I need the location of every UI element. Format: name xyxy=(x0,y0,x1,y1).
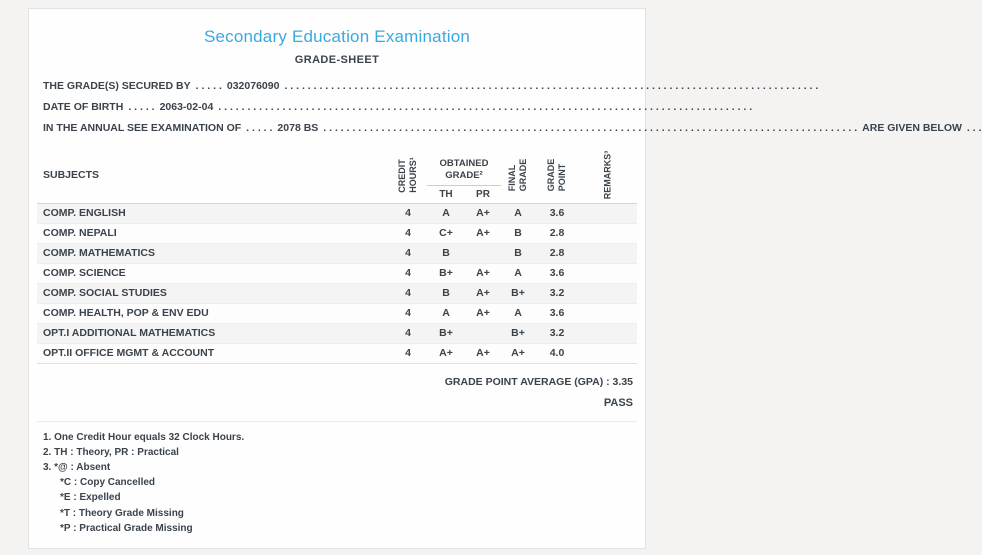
grade-sheet-panel xyxy=(28,8,982,549)
subjects-header: SUBJECTS xyxy=(37,147,389,203)
subject-cell: COMP. SCIENCE xyxy=(37,263,389,283)
grade-point-cell: 3.6 xyxy=(535,263,579,283)
grade-point-cell: 3.6 xyxy=(535,303,579,323)
footnote: 1. One Credit Hour equals 32 Clock Hours. xyxy=(43,431,245,443)
practical-grade-cell xyxy=(465,323,501,343)
footnote: *P : Practical Grade Missing xyxy=(60,522,193,534)
dob-value: 2063-02-04 xyxy=(159,101,214,113)
page-title: Secondary Education Examination xyxy=(203,27,471,46)
credit-hours-header-label: CREDIT HOURS¹ xyxy=(396,157,418,193)
remarks-header-label: REMARKS³ xyxy=(602,150,613,199)
subject-cell: OPT.II OFFICE MGMT & ACCOUNT xyxy=(37,343,389,363)
gpa-line: GRADE POINT AVERAGE (GPA) : 3.35 xyxy=(444,375,633,388)
grade-point-header-label: GRADE POINT xyxy=(545,158,567,192)
theory-grade-cell: B+ xyxy=(427,323,465,343)
theory-grade-cell: A xyxy=(427,303,465,323)
remarks-cell xyxy=(579,283,637,303)
credit-cell: 4 xyxy=(389,343,427,363)
credit-cell: 4 xyxy=(389,263,427,283)
secured-by-label: THE GRADE(S) SECURED BY xyxy=(43,80,191,92)
final-grade-cell: B xyxy=(501,223,535,243)
table-row xyxy=(37,203,637,223)
credit-cell: 4 xyxy=(389,243,427,263)
remarks-cell xyxy=(579,243,637,263)
result-status: PASS xyxy=(603,396,633,409)
theory-grade-cell: B xyxy=(427,283,465,303)
grade-point-cell: 2.8 xyxy=(535,223,579,243)
summary-section xyxy=(37,376,637,409)
obtained-grade-header: OBTAINED GRADE² xyxy=(427,147,501,185)
dot-leader: . . . . . . . . . . . . . . . . . . . . . . . . . . . . . . . . . . . . . . . . . . . . . . . . . . . . . . . . . . . . . . . . . . . . . . . . . . . . . . . . . . . . . . . . . . . . xyxy=(323,122,858,134)
practical-grade-cell: A+ xyxy=(465,343,501,363)
table-row xyxy=(37,323,637,343)
final-grade-cell: B+ xyxy=(501,323,535,343)
dot-leader: . . . . . . . . . . . . . . . . . . . . . . . . . . . . . . . . . . . . . . . . . . . . . . . . . . . . . . . . . . . . . . . . . . . . . . . . . . . . . . . . . . . . . . . . . . . . xyxy=(218,101,753,113)
table-row xyxy=(37,303,637,323)
credit-cell: 4 xyxy=(389,203,427,223)
table-row xyxy=(37,263,637,283)
practical-grade-cell xyxy=(465,243,501,263)
theory-grade-cell: B xyxy=(427,243,465,263)
practical-grade-cell: A+ xyxy=(465,203,501,223)
grades-table-header xyxy=(37,147,637,203)
info-section xyxy=(37,80,982,143)
theory-subheader: TH xyxy=(427,185,465,203)
subject-cell: COMP. MATHEMATICS xyxy=(37,243,389,263)
footnote: *T : Theory Grade Missing xyxy=(60,507,184,519)
subject-cell: COMP. HEALTH, POP & ENV EDU xyxy=(37,303,389,323)
theory-grade-cell: A xyxy=(427,203,465,223)
remarks-header xyxy=(579,147,637,203)
footnotes-section xyxy=(37,421,637,536)
grade-point-cell: 2.8 xyxy=(535,243,579,263)
grade-point-cell: 3.2 xyxy=(535,283,579,303)
remarks-cell xyxy=(579,223,637,243)
grade-point-cell: 3.6 xyxy=(535,203,579,223)
practical-grade-cell: A+ xyxy=(465,283,501,303)
exam-label: IN THE ANNUAL SEE EXAMINATION OF xyxy=(43,122,242,134)
footnote: 2. TH : Theory, PR : Practical xyxy=(43,446,179,458)
footnote: *E : Expelled xyxy=(60,492,121,504)
credit-cell: 4 xyxy=(389,303,427,323)
footnote: *C : Copy Cancelled xyxy=(60,477,156,489)
theory-grade-cell: A+ xyxy=(427,343,465,363)
exam-line xyxy=(43,122,982,143)
theory-grade-cell: B+ xyxy=(427,263,465,283)
grade-point-header xyxy=(535,147,579,203)
dob-line xyxy=(43,101,753,122)
dot-tail: . . . xyxy=(966,122,982,134)
final-grade-cell: A xyxy=(501,303,535,323)
practical-grade-cell: A+ xyxy=(465,303,501,323)
secured-by-line xyxy=(43,80,819,101)
dot-separator: . . . . . xyxy=(128,101,155,113)
final-grade-cell: B xyxy=(501,243,535,263)
subject-cell: COMP. SOCIAL STUDIES xyxy=(37,283,389,303)
final-grade-cell: B+ xyxy=(501,283,535,303)
grades-table-body xyxy=(37,203,637,363)
dot-leader: . . . . . . . . . . . . . . . . . . . . . . . . . . . . . . . . . . . . . . . . . . . . . . . . . . . . . . . . . . . . . . . . . . . . . . . . . . . . . . . . . . . . . . . . . . . . xyxy=(284,80,819,92)
credit-cell: 4 xyxy=(389,283,427,303)
table-row xyxy=(37,283,637,303)
remarks-cell xyxy=(579,203,637,223)
remarks-cell xyxy=(579,303,637,323)
final-grade-cell: A xyxy=(501,263,535,283)
table-row xyxy=(37,343,637,363)
final-grade-header-label: FINAL GRADE xyxy=(506,158,528,192)
remarks-cell xyxy=(579,323,637,343)
given-below-label: ARE GIVEN BELOW xyxy=(862,122,962,134)
grade-point-cell: 3.2 xyxy=(535,323,579,343)
final-grade-header xyxy=(501,147,535,203)
theory-grade-cell: C+ xyxy=(427,223,465,243)
symbol-number-value: 032076090 xyxy=(226,80,280,92)
footnote: 3. *@ : Absent xyxy=(43,461,111,473)
grades-table xyxy=(37,147,637,364)
grade-point-cell: 4.0 xyxy=(535,343,579,363)
practical-grade-cell: A+ xyxy=(465,223,501,243)
practical-grade-cell: A+ xyxy=(465,263,501,283)
credit-cell: 4 xyxy=(389,223,427,243)
remarks-cell xyxy=(579,343,637,363)
table-row xyxy=(37,243,637,263)
subject-cell: COMP. ENGLISH xyxy=(37,203,389,223)
dob-label: DATE OF BIRTH xyxy=(43,101,124,113)
final-grade-cell: A xyxy=(501,203,535,223)
table-row xyxy=(37,223,637,243)
final-grade-cell: A+ xyxy=(501,343,535,363)
subject-cell: COMP. NEPALI xyxy=(37,223,389,243)
dot-separator: . . . . . xyxy=(195,80,222,92)
practical-subheader: PR xyxy=(465,185,501,203)
document-subtitle: GRADE-SHEET xyxy=(294,54,380,66)
credit-hours-header xyxy=(389,147,427,203)
dot-separator: . . . . . xyxy=(246,122,273,134)
exam-year-value: 2078 BS xyxy=(277,122,319,134)
credit-cell: 4 xyxy=(389,323,427,343)
subject-cell: OPT.I ADDITIONAL MATHEMATICS xyxy=(37,323,389,343)
remarks-cell xyxy=(579,263,637,283)
